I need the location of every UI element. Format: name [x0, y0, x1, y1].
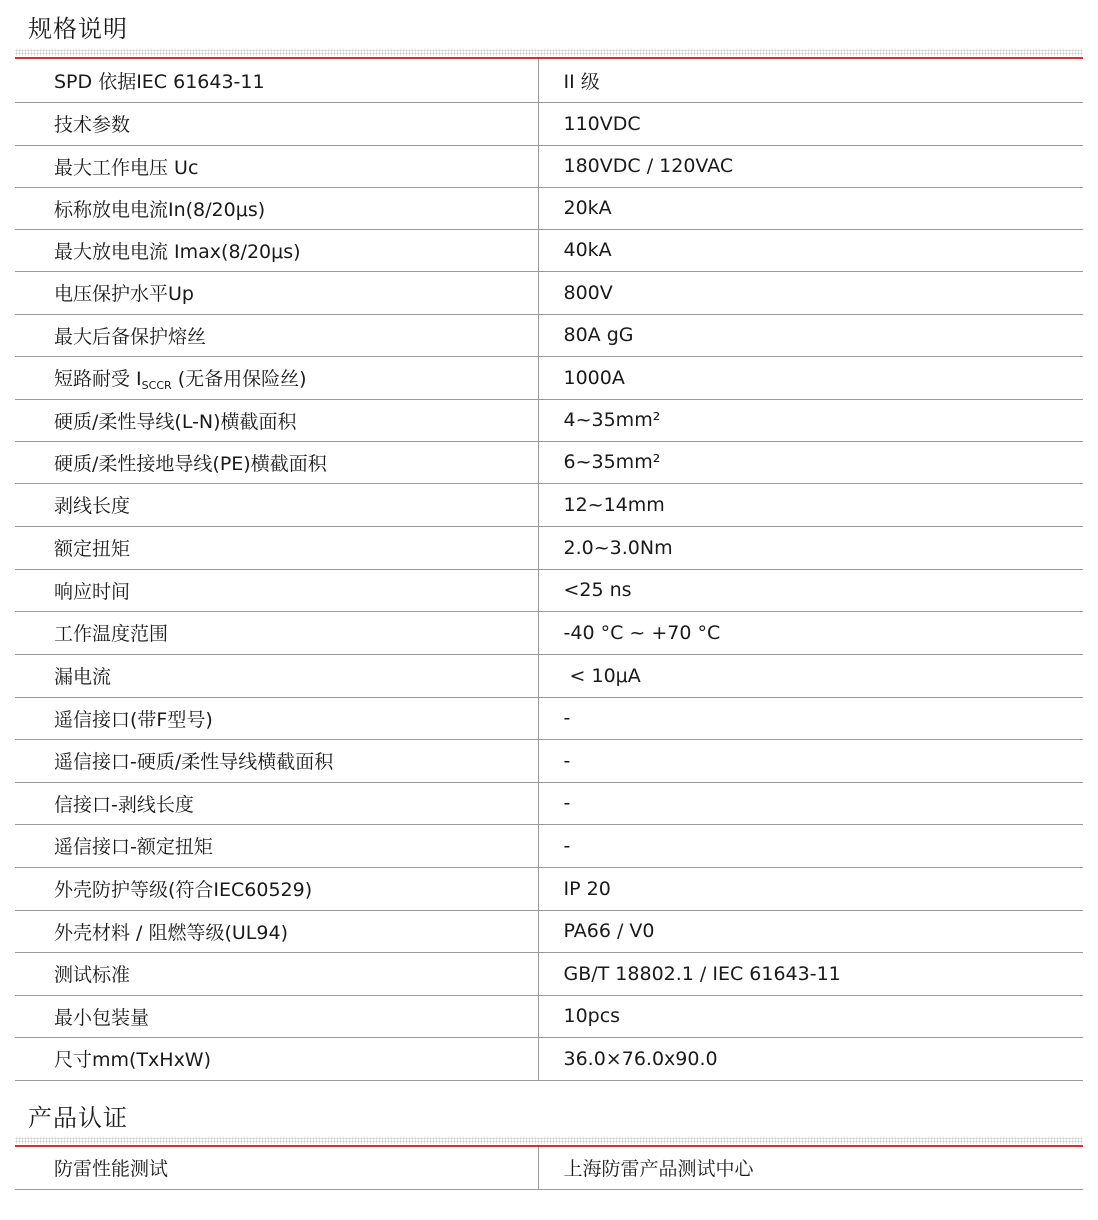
- spec-value: 4~35mm²: [538, 399, 1083, 441]
- spec-label-text: 遥信接口-额定扭矩: [54, 836, 213, 858]
- spec-label-text: 额定扭矩: [54, 538, 131, 560]
- spec-value: 800V: [538, 271, 1083, 314]
- spec-label: [15, 867, 538, 910]
- spec-label: [15, 356, 538, 399]
- table-row: [15, 995, 1083, 1037]
- table-row: [15, 271, 1083, 314]
- spec-value: 6~35mm²: [538, 441, 1083, 483]
- spec-label: [15, 59, 538, 102]
- spec-label-text: 最大后备保护熔丝: [54, 325, 207, 348]
- spec-title-rule: [15, 49, 1083, 59]
- spec-label-text: SPD 依据IEC 61643-11: [54, 70, 265, 93]
- spec-value: -: [538, 697, 1083, 739]
- table-row: [15, 611, 1083, 654]
- spec-label-text: 漏电流: [54, 666, 112, 688]
- spec-value: < 10μA: [538, 654, 1083, 697]
- spec-value: IP 20: [538, 867, 1083, 910]
- spec-label: [15, 145, 538, 187]
- spec-value: 40kA: [538, 229, 1083, 271]
- spec-value: 20kA: [538, 187, 1083, 229]
- spec-label-text: 短路耐受 I: [54, 367, 142, 390]
- spec-label-text: 外壳材料 / 阻燃等级(UL94): [54, 921, 288, 944]
- spec-value: 110VDC: [538, 102, 1083, 145]
- cert-section-title: 产品认证: [28, 1104, 128, 1132]
- table-row: [15, 187, 1083, 229]
- spec-label-text: 信接口-剥线长度: [54, 793, 194, 816]
- cert-table: [15, 1147, 1083, 1190]
- spec-value: 2.0~3.0Nm: [538, 526, 1083, 569]
- spec-label: [15, 739, 538, 782]
- spec-label: [15, 483, 538, 526]
- spec-label-text: 测试标准: [54, 964, 131, 986]
- spec-label: [15, 314, 538, 356]
- spec-value: -40 °C ~ +70 °C: [538, 611, 1083, 654]
- spec-label: [15, 1147, 538, 1189]
- spec-section-title: 规格说明: [28, 15, 128, 43]
- spec-label-text: 硬质/柔性导线(L-N)横截面积: [54, 410, 297, 433]
- spec-value: 36.0×76.0x90.0: [538, 1037, 1083, 1080]
- spec-label: [15, 611, 538, 654]
- spec-label-text: 防雷性能测试: [54, 1158, 169, 1181]
- spec-value: PA66 / V0: [538, 910, 1083, 952]
- spec-value: -: [538, 782, 1083, 824]
- spec-label-text: 外壳防护等级(符合IEC60529): [54, 879, 313, 901]
- spec-value: <25 ns: [538, 569, 1083, 611]
- spec-value: 12~14mm: [538, 483, 1083, 526]
- cert-title-rule: [15, 1137, 1083, 1147]
- spec-label-text: 响应时间: [54, 580, 131, 603]
- table-row: [15, 483, 1083, 526]
- spec-label: [15, 697, 538, 739]
- table-row: [15, 441, 1083, 483]
- spec-label: [15, 952, 538, 995]
- spec-value: 上海防雷产品测试中心: [538, 1147, 1083, 1189]
- spec-label-text: 最大放电电流 Imax(8/20μs): [54, 240, 301, 263]
- table-row: [15, 569, 1083, 611]
- spec-table: [15, 59, 1083, 1081]
- spec-label-text: 技术参数: [54, 114, 131, 136]
- table-row: [15, 782, 1083, 824]
- spec-label-text: 遥信接口(带F型号): [54, 708, 213, 731]
- spec-label: [15, 824, 538, 867]
- spec-label-text: 标称放电电流In(8/20μs): [54, 198, 266, 221]
- spec-value: 1000A: [538, 356, 1083, 399]
- table-row: [15, 739, 1083, 782]
- spec-label: [15, 995, 538, 1037]
- table-row: [15, 654, 1083, 697]
- spec-value: 80A gG: [538, 314, 1083, 356]
- table-row: [15, 526, 1083, 569]
- spec-label: [15, 187, 538, 229]
- table-row: [15, 399, 1083, 441]
- spec-value: II 级: [538, 59, 1083, 102]
- spec-label: [15, 229, 538, 271]
- table-row: [15, 356, 1083, 399]
- table-row: [15, 867, 1083, 910]
- spec-label-text: 遥信接口-硬质/柔性导线横截面积: [54, 751, 334, 773]
- table-row: [15, 697, 1083, 739]
- table-row: [15, 102, 1083, 145]
- spec-label-text: 工作温度范围: [54, 623, 169, 645]
- table-row: [15, 952, 1083, 995]
- spec-label-text: 最小包装量: [54, 1006, 150, 1029]
- spec-label: [15, 399, 538, 441]
- table-row: [15, 59, 1083, 102]
- spec-label: [15, 526, 538, 569]
- spec-value: -: [538, 824, 1083, 867]
- spec-label-subscript: SCCR: [141, 378, 172, 392]
- table-row: [15, 910, 1083, 952]
- table-row: [15, 229, 1083, 271]
- spec-label-text: 尺寸mm(TxHxW): [54, 1049, 212, 1071]
- spec-label-text: 硬质/柔性接地导线(PE)横截面积: [54, 452, 327, 475]
- table-row: [15, 314, 1083, 356]
- table-row: [15, 1037, 1083, 1080]
- spec-label: [15, 271, 538, 314]
- spec-value: -: [538, 739, 1083, 782]
- spec-label: [15, 1037, 538, 1080]
- spec-label: [15, 102, 538, 145]
- spec-label: [15, 654, 538, 697]
- table-row: [15, 824, 1083, 867]
- spec-label-text: 剥线长度: [54, 495, 131, 517]
- spec-label: [15, 782, 538, 824]
- spec-label: [15, 569, 538, 611]
- spec-label-note: (无备用保险丝): [171, 367, 307, 390]
- spec-label: [15, 441, 538, 483]
- spec-label-text: 最大工作电压 Uc: [54, 156, 199, 179]
- spec-value: 10pcs: [538, 995, 1083, 1037]
- spec-value: GB/T 18802.1 / IEC 61643-11: [538, 952, 1083, 995]
- table-row: [15, 145, 1083, 187]
- spec-label: [15, 910, 538, 952]
- table-row: [15, 1147, 1083, 1189]
- spec-value: 180VDC / 120VAC: [538, 145, 1083, 187]
- spec-label-text: 电压保护水平Up: [54, 283, 194, 305]
